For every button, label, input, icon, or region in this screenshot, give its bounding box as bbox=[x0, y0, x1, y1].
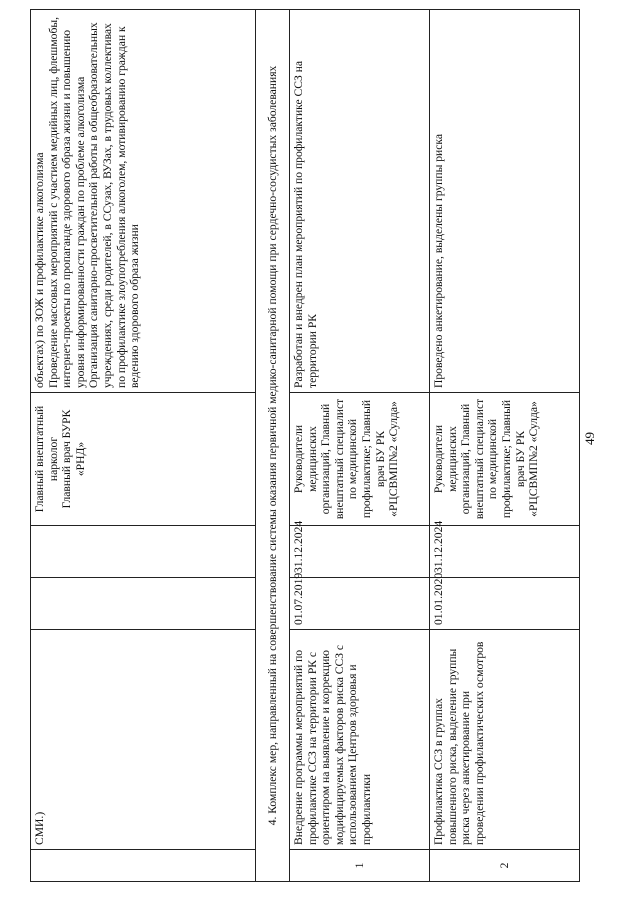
section-row bbox=[256, 10, 290, 882]
measure-cell: СМИ.) bbox=[31, 630, 256, 850]
executor-cell: Главный внештатный нарколог Главный врач БУРК «РНД» bbox=[31, 393, 256, 526]
page-number: 49 bbox=[582, 432, 597, 445]
row-number bbox=[31, 850, 256, 882]
measures-table bbox=[30, 9, 580, 882]
result-cell: Проведено анкетирование, выделены группы риска bbox=[430, 10, 580, 393]
result-cell: Разработан и внедрен план мероприятий по профилактике ССЗ на территории РК bbox=[290, 10, 430, 393]
end-date-cell: 31.12.2024 bbox=[430, 526, 580, 578]
row-number: 2 bbox=[430, 850, 580, 882]
result-cell: объектах) по ЗОЖ и профилактике алкоголизма Проведение массовых мероприятий с участием медийных лиц, флешмобы, интернет-проекты по пропаганде здорового образа жизни и повышению уровня информированности граждан по проблеме алкоголизма Организация санитарно-просветительной работы в общеобразовательных учреждениях, среди родителей, в ССузах, ВУЗах, в трудовых коллективах по профилактике злоупотребления алкоголем, мотивированию граждан к ведению здорового образа жизни bbox=[31, 10, 256, 393]
table-row bbox=[430, 10, 580, 882]
end-date-cell: 31.12.2024 bbox=[290, 526, 430, 578]
start-date-cell: 01.07.2019 bbox=[290, 578, 430, 630]
rotated-table-sheet bbox=[30, 10, 608, 882]
start-date-cell: 01.01.2020 bbox=[430, 578, 580, 630]
section-title: 4. Комплекс мер, направленный на совершенствование системы оказания первичной медико-санитарной помощи при сердечно-сосудистых заболеваниях bbox=[256, 10, 290, 882]
measure-cell: Профилактика ССЗ в группах повышенного риска, выделение группы риска через анкетирование при проведении профилактических осмотров bbox=[430, 630, 580, 850]
measure-cell: Внедрение программы мероприятий по профилактике ССЗ на территории РК с ориентиром на выявление и коррекцию модифицируемых факторов риска ССЗ с использованием Центров здоровья и профилактики bbox=[290, 630, 430, 850]
start-date-cell bbox=[31, 578, 256, 630]
end-date-cell bbox=[31, 526, 256, 578]
row-number: 1 bbox=[290, 850, 430, 882]
table-row bbox=[290, 10, 430, 882]
executor-cell: Руководители медицинских организаций, Главный внештатный специалист по медицинской профилактике; Главный врач БУ РК «РЦСВМП№2 «Сулда» bbox=[290, 393, 430, 526]
table-row bbox=[31, 10, 256, 882]
executor-cell: Руководители медицинских организаций, Главный внештатный специалист по медицинской профилактике; Главный врач БУ РК «РЦСВМП№2 «Сулда» bbox=[430, 393, 580, 526]
